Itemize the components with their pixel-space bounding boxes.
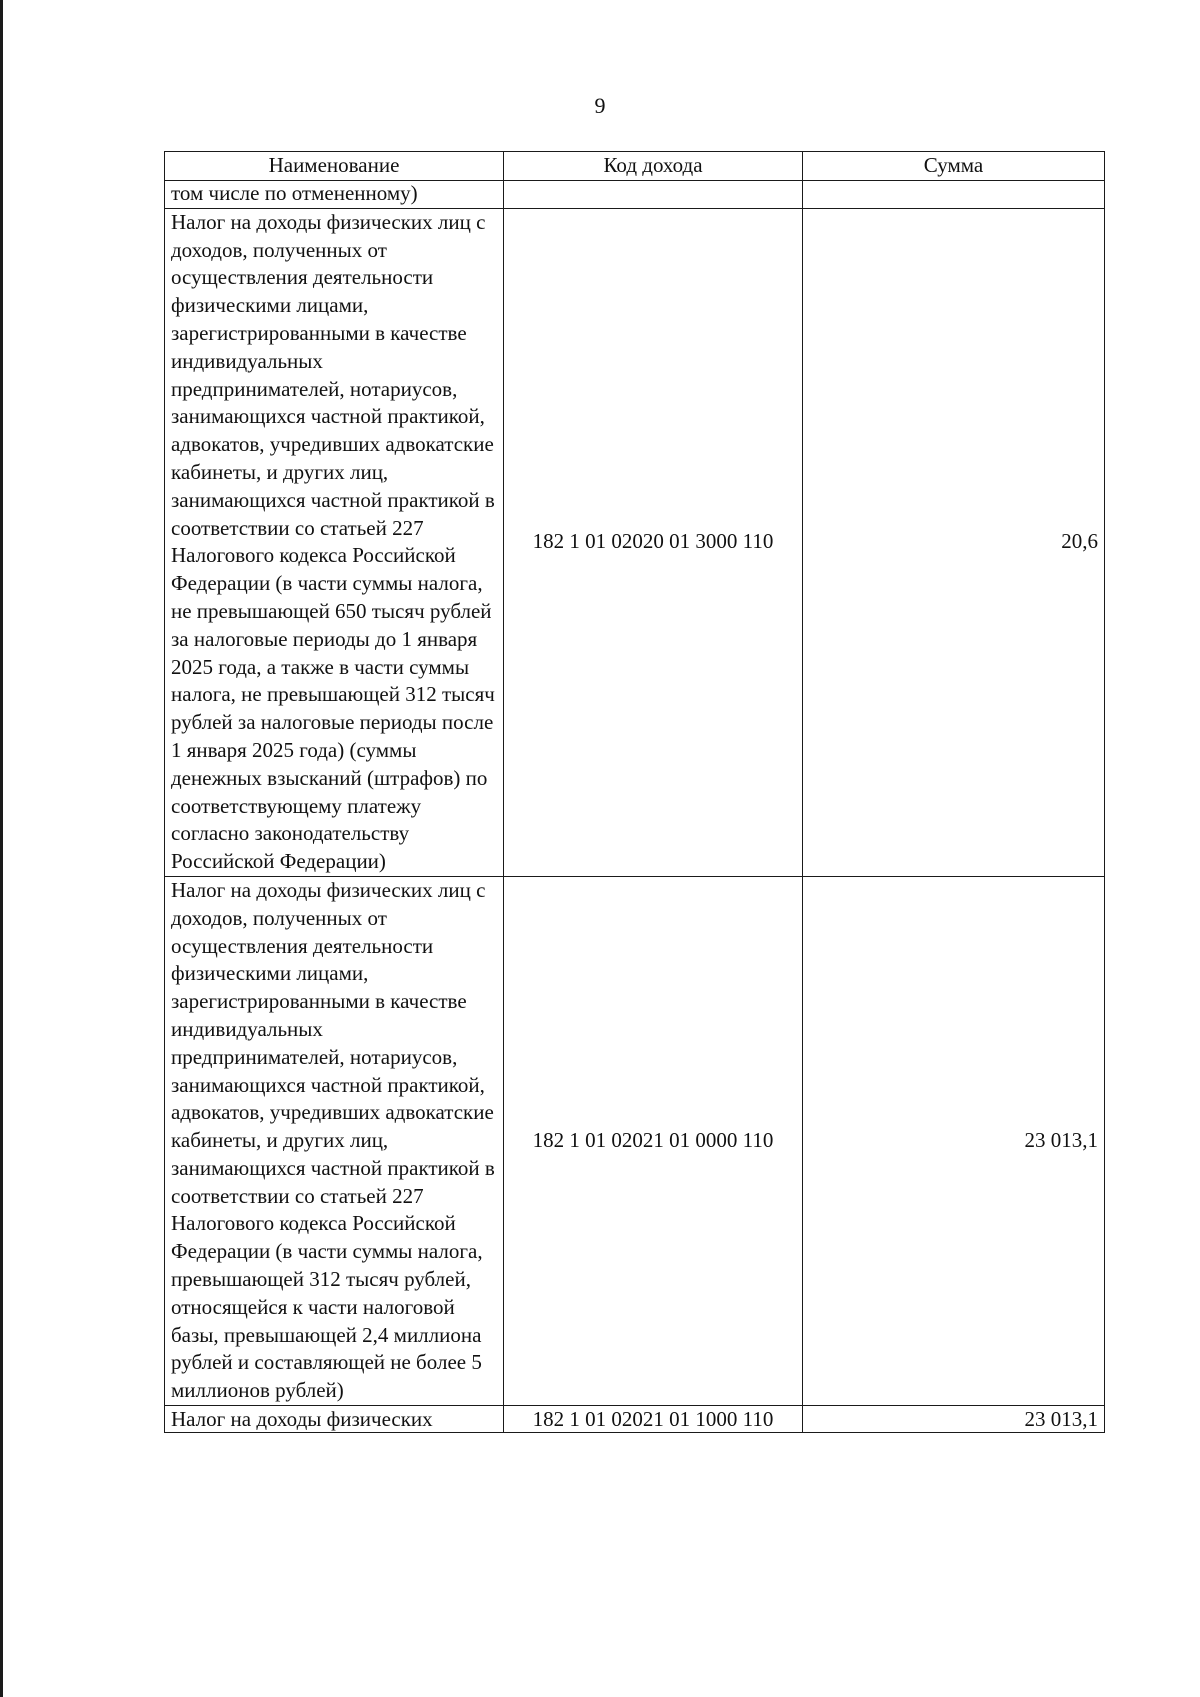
row-name: том числе по отмененному) (165, 180, 504, 208)
header-sum: Сумма (803, 152, 1105, 181)
table-row (165, 208, 1105, 876)
row-sum (803, 180, 1105, 208)
row-sum: 23 013,1 (803, 876, 1105, 1405)
header-code: Код дохода (504, 152, 803, 181)
scan-edge (0, 0, 3, 1697)
row-name: Налог на доходы физических (165, 1406, 504, 1433)
page-number: 9 (594, 93, 606, 118)
row-name: Налог на доходы физических лиц с доходов, полученных от осуществления деятельности физическими лицами, зарегистрированными в качестве индивидуальных предпринимателей, нотариусов, занимающихся частной практикой, адвокатов, учредивших адвокатские кабинеты, и других лиц, занимающихся частной практикой в соответствии со статьей 227 Налогового кодекса Российской Федерации (в части суммы налога, не превышающей 650 тысяч рублей за налоговые периоды до 1 января 2025 года, а также в части суммы налога, не превышающей 312 тысяч рублей за налоговые периоды после 1 января 2025 года) (суммы денежных взысканий (штрафов) по соответствующему платежу согласно законодательству Российской Федерации) (165, 208, 504, 876)
row-code: 182 1 01 02021 01 1000 110 (504, 1406, 803, 1433)
table-row (165, 1406, 1105, 1433)
row-sum: 23 013,1 (803, 1406, 1105, 1433)
table-row (165, 180, 1105, 208)
header-name: Наименование (165, 152, 504, 181)
row-sum: 20,6 (803, 208, 1105, 876)
row-code: 182 1 01 02021 01 0000 110 (504, 876, 803, 1405)
revenue-table (164, 151, 1105, 1433)
row-code: 182 1 01 02020 01 3000 110 (504, 208, 803, 876)
table-row (165, 876, 1105, 1405)
table-header-row (165, 152, 1105, 181)
row-code (504, 180, 803, 208)
row-name: Налог на доходы физических лиц с доходов, полученных от осуществления деятельности физическими лицами, зарегистрированными в качестве индивидуальных предпринимателей, нотариусов, занимающихся частной практикой, адвокатов, учредивших адвокатские кабинеты, и других лиц, занимающихся частной практикой в соответствии со статьей 227 Налогового кодекса Российской Федерации (в части суммы налога, превышающей 312 тысяч рублей, относящейся к части налоговой базы, превышающей 2,4 миллиона рублей и составляющей не более 5 миллионов рублей) (165, 876, 504, 1405)
